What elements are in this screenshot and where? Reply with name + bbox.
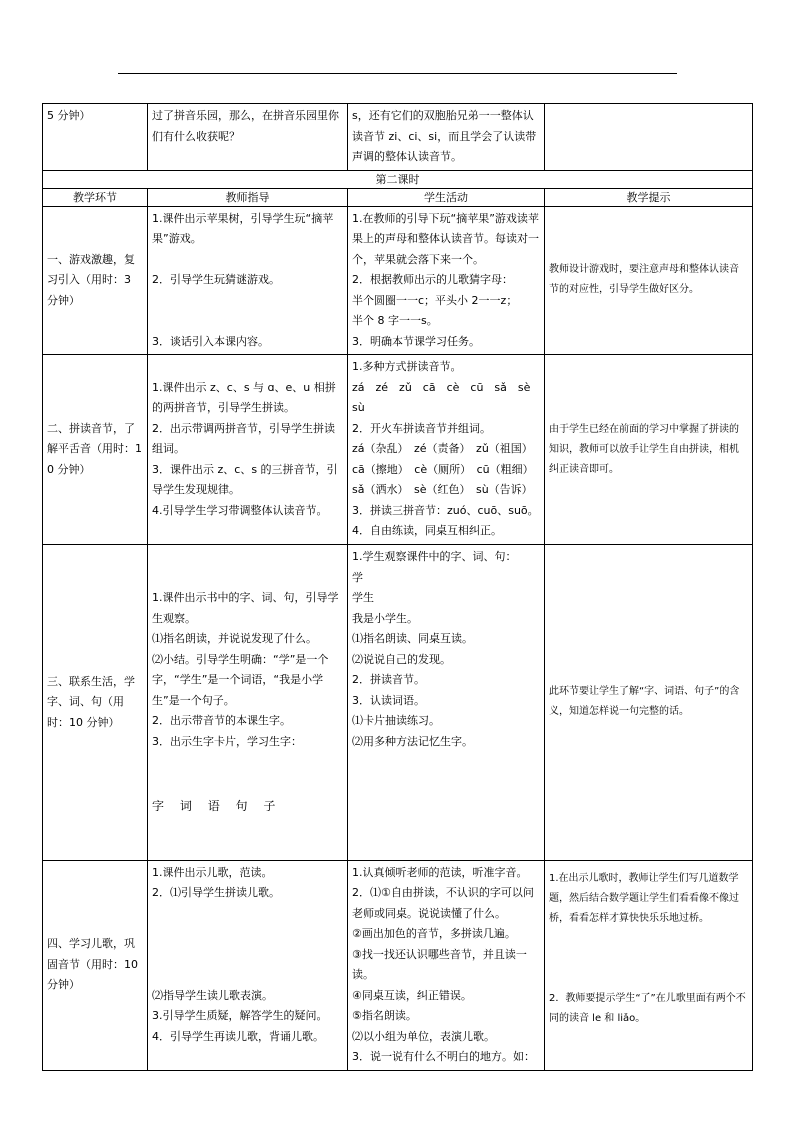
section-title: 第二课时 [43,170,753,188]
table-row [43,206,753,355]
student-cell: 1.学生观察课件中的字、词、句： 学 学生 我是小学生。 ⑴指名朗读、同桌互读。 ⑵说说自己的发现。 2．拼读音节。 3．认读词语。 ⑴卡片抽读练习。 ⑵用多种方法记忆生字。 [348,545,545,861]
header-stage: 教学环节 [43,188,148,206]
student-cell: 1.多种方式拼读音节。 zá zé zǔ cā cè cū sǎ sè sù 2．开火车拼读音节并组词。 zá（杂乱） zé（责备） zǔ（祖国） cā（擦地） cè（厕所） cū（粗细） sǎ（洒水） sè（红色） sù（告诉） 3．拼读三拼音节：zuó、cuō、suō。 4．自由练读，同桌互相纠正。 [348,355,545,545]
header-hint: 教学提示 [545,188,753,206]
new-characters [152,796,343,817]
stage-cell: 四、学习儿歌，巩固音节（用时：10 分钟） [43,860,148,1070]
stage-cell: 三、联系生活，学字、词、句（用时：10 分钟） [43,545,148,861]
teacher-cell: 1.课件出示儿歌，范读。 2．⑴引导学生拼读儿歌。 ⑵指导学生读儿歌表演。 3.引导学生质疑，解答学生的疑问。 4．引导学生再读儿歌，背诵儿歌。 [148,860,348,1070]
continuation-teacher: 过了拼音乐园，那么，在拼音乐园里你们有什么收获呢？ [148,104,348,171]
teacher-cell: 1.课件出示苹果树，引导学生玩“摘苹果”游戏。 2．引导学生玩猜谜游戏。 3．谈话引入本课内容。 [148,206,348,355]
student-cell: 1.在教师的引导下玩“摘苹果”游戏读苹果上的声母和整体认读音节。每读对一个，苹果就会落下来一个。 2．根据教师出示的儿歌猜字母： 半个圆圈一一c；平头小 2一一z； 半个 8 字一一s。 3．明确本节课学习任务。 [348,206,545,355]
section-row [43,170,753,188]
header-teacher: 教师指导 [148,188,348,206]
continuation-student: s，还有它们的双胞胎兄弟一一整体认读音节 zi、ci、si，而且学会了认读带声调的整体认读音节。 [348,104,545,171]
character: 子 [263,799,279,813]
hint-cell: 1.在出示儿歌时，教师让学生们写几道数学题，然后结合数学题让学生们看看像不像过桥，看看怎样才算快快乐乐地过桥。 2．教师要提示学生“了”在儿歌里面有两个不同的读音 le 和 liǎo。 [545,860,753,1070]
header-rule [118,73,677,74]
hint-cell: 教师设计游戏时，要注意声母和整体认读音节的对应性，引导学生做好区分。 [545,206,753,355]
table-row [43,860,753,1070]
character: 句 [235,799,251,813]
character: 词 [179,799,195,813]
header-row [43,188,753,206]
table-row [43,545,753,861]
teacher-cell: 1.课件出示 z、c、s 与 ɑ、e、u 相拼的两拼音节，引导学生拼读。 2．出示带调两拼音节，引导学生拼读组词。 3．课件出示 z、c、s 的三拼音节，引导学生发现规律。 4.引导学生学习带调整体认读音节。 [148,355,348,545]
continuation-hint [545,104,753,171]
header-student: 学生活动 [348,188,545,206]
continuation-stage: 5 分钟） [43,104,148,171]
hint-cell: 由于学生已经在前面的学习中掌握了拼读的知识，教师可以放手让学生自由拼读，相机纠正读音即可。 [545,355,753,545]
student-cell: 1.认真倾听老师的范读，听准字音。 2．⑴①自由拼读，不认识的字可以问老师或同桌。说说读懂了什么。 ②画出加色的音节，多拼读几遍。 ③找一找还认识哪些音节，并且读一读。 ④同桌互读，纠正错误。 ⑤指名朗读。 ⑵以小组为单位，表演儿歌。 3．说一说有什么不明白的地方。如： [348,860,545,1070]
stage-cell: 二、拼读音节，了解平舌音（用时：10 分钟） [43,355,148,545]
lesson-plan-table [42,103,753,1071]
table-row [43,355,753,545]
character: 语 [207,799,223,813]
hint-cell: 此环节要让学生了解“字、词语、句子”的含义，知道怎样说一句完整的话。 [545,545,753,861]
continuation-row [43,104,753,171]
character: 字 [152,799,168,813]
teacher-cell [148,545,348,861]
teacher-text: 1.课件出示书中的字、词、句，引导学生观察。 ⑴指名朗读，并说说发现了什么。 ⑵小结。引导学生明确：“学”是一个字，“学生”是一个词语，“我是小学生”是一个句子。 2．出示带音节的本课生字。 3．出示生字卡片，学习生字： [152,591,339,748]
stage-cell: 一、游戏激趣，复习引入（用时：3 分钟） [43,206,148,355]
